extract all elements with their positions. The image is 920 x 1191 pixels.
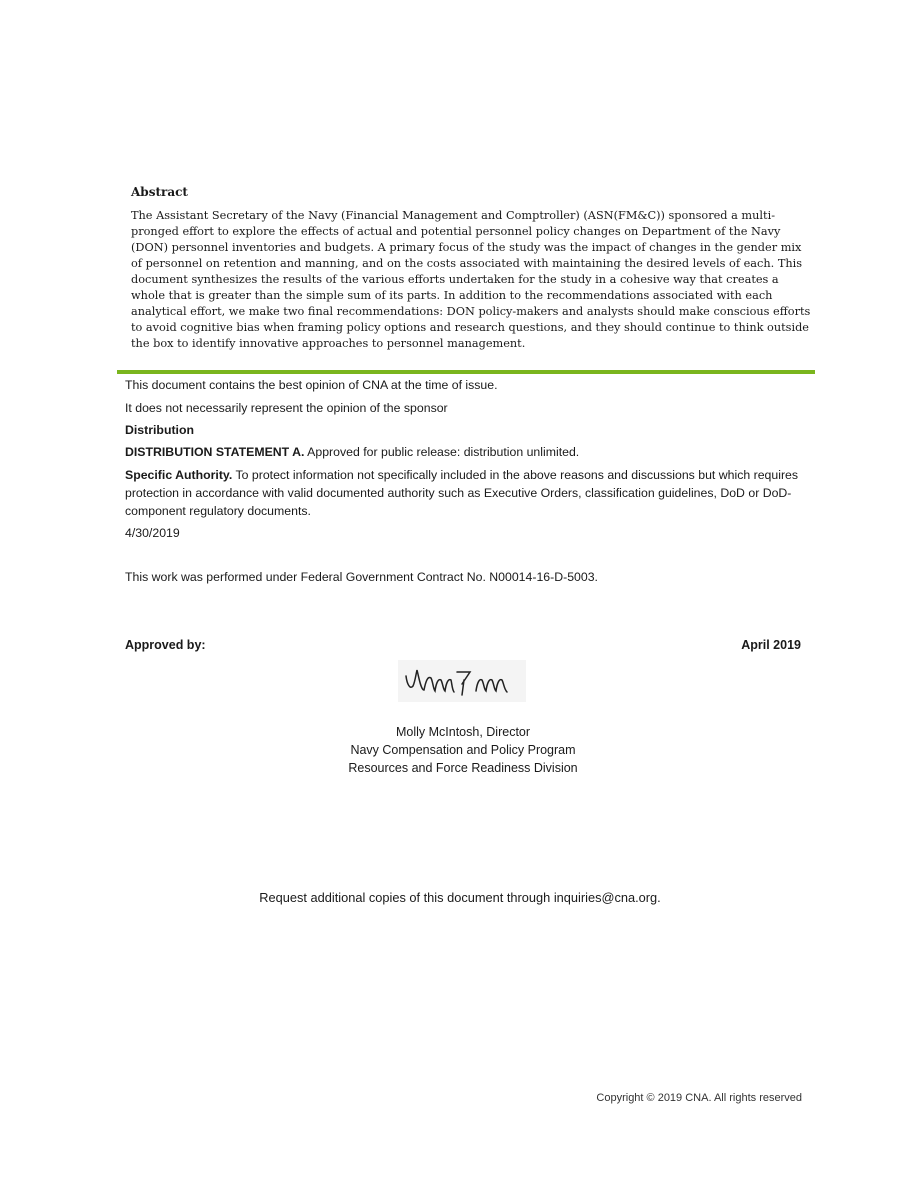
contract-line: This work was performed under Federal Government Contract No. N00014-16-D-5003. bbox=[125, 570, 598, 584]
abstract-body: The Assistant Secretary of the Navy (Financial Management and Comptroller) (ASN(FM&C)) sponsored a multi-pronged effort to explore the effects of actual and potential personnel policy changes on Department of the Navy (DON) personnel inventories and budgets. A primary focus of the study was the impact of changes in the gender mix of personnel on retention and manning, and on the costs associated with maintaining the desired levels of each. This document synthesizes the results of the various efforts undertaken for the study in a cohesive way that creates a whole that is greater than the simple sum of its parts. In addition to the recommendations associated with each analytical effort, we make two final recommendations: DON policy-makers and analysts should make conscious efforts to avoid cognitive bias when framing policy options and research questions, and they should continue to think outside the box to identify innovative approaches to personnel management. bbox=[131, 209, 811, 350]
specific-authority bbox=[125, 466, 815, 520]
distribution-statement bbox=[125, 443, 815, 461]
specific-authority-label: Specific Authority. bbox=[125, 468, 233, 482]
signer-program: Navy Compensation and Policy Program bbox=[350, 743, 576, 757]
approval-row bbox=[125, 638, 801, 652]
distribution-heading: Distribution bbox=[125, 423, 194, 437]
copyright-notice: Copyright © 2019 CNA. All rights reserved bbox=[596, 1092, 802, 1104]
opinion-line: This document contains the best opinion of CNA at the time of issue. bbox=[125, 378, 498, 392]
signer-name-title: Molly McIntosh, Director bbox=[395, 725, 531, 739]
abstract-section bbox=[131, 185, 811, 352]
document-info bbox=[125, 376, 815, 542]
distribution-statement-label: DISTRIBUTION STATEMENT A. bbox=[125, 445, 305, 459]
approval-date: April 2019 bbox=[741, 638, 801, 652]
signer-block bbox=[0, 723, 920, 777]
approved-by-label: Approved by: bbox=[125, 638, 206, 652]
sponsor-line: It does not necessarily represent the opinion of the sponsor bbox=[125, 401, 448, 415]
issue-date: 4/30/2019 bbox=[125, 526, 180, 540]
signature-image bbox=[398, 660, 526, 702]
abstract-heading: Abstract bbox=[131, 185, 188, 199]
request-copies-line: Request additional copies of this document through inquiries@cna.org. bbox=[259, 890, 661, 905]
distribution-statement-text: Approved for public release: distribution unlimited. bbox=[304, 445, 580, 459]
handwritten-signature bbox=[398, 660, 526, 702]
signer-division: Resources and Force Readiness Division bbox=[348, 761, 578, 775]
green-divider bbox=[117, 370, 815, 374]
specific-authority-text: To protect information not specifically included in the above reasons and discussions but which requires protection in accordance with valid documented authority such as Executive Orders, classification guidelines, DoD or DoD-component regulatory documents. bbox=[125, 468, 799, 518]
